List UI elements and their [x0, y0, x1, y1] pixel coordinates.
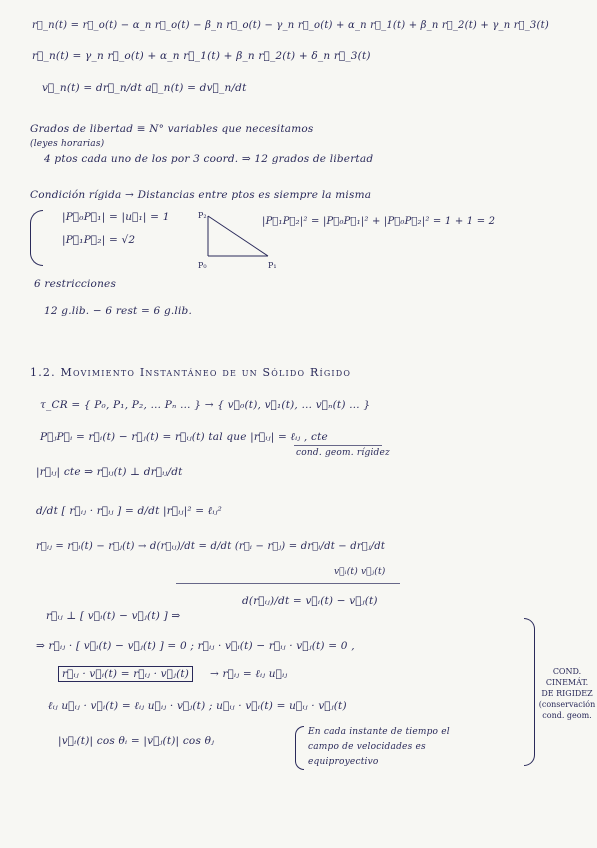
relative-velocity-result: d(r⃗ᵢⱼ)/dt = v⃗ᵢ(t) − v⃗ⱼ(t) — [242, 595, 378, 607]
remaining-degrees: 12 g.lib. − 6 rest = 6 g.lib. — [44, 305, 192, 317]
degrees-of-freedom-definition: Grados de libertad ≡ N° variables que necesitamos — [30, 123, 314, 135]
equation-position-combination: r⃗_n(t) = γ_n r⃗_o(t) + α_n r⃗_1(t) + β_n r⃗_2(t) + δ_n r⃗_3(t) — [32, 50, 371, 62]
conclusion-brace — [295, 726, 304, 770]
six-restrictions: 6 restricciones — [34, 278, 117, 290]
unit-vector-substitution: → r⃗ᵢⱼ = ℓᵢⱼ u⃗ᵢⱼ — [210, 668, 288, 680]
dot-product-zero: ⇒ r⃗ᵢⱼ · [ v⃗ᵢ(t) − v⃗ⱼ(t) ] = 0 ; r⃗ᵢⱼ · v⃗ᵢ(t) − r⃗ᵢⱼ · v⃗ⱼ(t) = 0 , — [36, 640, 355, 652]
label-p1: P₁ — [268, 261, 277, 270]
hourly-laws-note: (leyes horarias) — [30, 139, 105, 149]
relative-position-definition: P⃗ⱼP⃗ᵢ = r⃗ᵢ(t) − r⃗ⱼ(t) = r⃗ᵢⱼ(t) tal que |r⃗ᵢⱼ| = ℓᵢⱼ , cte — [40, 431, 328, 443]
conclusion-line-3: equiproyectivo — [308, 757, 379, 767]
unit-vector-equation: ℓᵢⱼ u⃗ᵢⱼ · v⃗ᵢ(t) = ℓᵢⱼ u⃗ᵢⱼ · v⃗ⱼ(t) ; u⃗ᵢⱼ · v⃗ᵢ(t) = u⃗ᵢⱼ · v⃗ⱼ(t) — [48, 700, 347, 712]
derivative-relative-position: r⃗ᵢⱼ = r⃗ᵢ(t) − r⃗ⱼ(t) → d(r⃗ᵢⱼ)/dt = d/dt (r⃗ᵢ − r⃗ⱼ) = dr⃗ᵢ/dt − dr⃗ⱼ/dt — [36, 541, 386, 552]
label-p2: P₂ — [198, 212, 207, 220]
conclusion-line-2: campo de velocidades es — [308, 742, 426, 752]
twelve-degrees-statement: 4 ptos cada uno de los por 3 coord. ⇒ 12 grados de libertad — [44, 153, 374, 165]
conclusion-line-1: En cada instante de tiempo el — [308, 727, 450, 737]
distance-p0-p1: |P⃗₀P⃗₁| = |u⃗₁| = 1 — [62, 211, 170, 223]
equation-position-expansion: r⃗_n(t) = r⃗_o(t) − α_n r⃗_o(t) − β_n r⃗_o(t) − γ_n r⃗_o(t) + α_n r⃗_1(t) + β_n r⃗_2(t) + γ_n r⃗_3(t) — [32, 20, 549, 31]
cosine-equation: |v⃗ᵢ(t)| cos θᵢ = |v⃗ⱼ(t)| cos θⱼ — [58, 735, 215, 747]
label-p0: P₀ — [198, 261, 207, 270]
kinematic-rigidity-note: COND. CINEMÁT. DE RIGIDEZ (conservación cond. geom. — [538, 667, 596, 720]
velocity-labels: v⃗ᵢ(t) v⃗ⱼ(t) — [334, 567, 386, 577]
geometric-rigidity-label: cond. geom. rígidez — [296, 448, 390, 458]
separator-curve — [176, 583, 400, 584]
section-title: 1.2. Movimiento Instantáneo de un Sólido Rígido — [30, 366, 352, 379]
rigid-condition-statement: Condición rígida → Distancias entre ptos es siempre la misma — [30, 189, 372, 201]
pythagoras-equation: |P⃗₁P⃗₂|² = |P⃗₀P⃗₁|² + |P⃗₀P⃗₂|² = 1 + 1 = 2 — [262, 216, 496, 227]
perpendicular-velocity: r⃗ᵢⱼ ⊥ [ v⃗ᵢ(t) − v⃗ⱼ(t) ] ⇒ — [46, 610, 181, 622]
perpendicular-statement: |r⃗ᵢⱼ| cte ⇒ r⃗ᵢⱼ(t) ⊥ dr⃗ᵢⱼ/dt — [36, 466, 183, 478]
boxed-equiprojective-equation: r⃗ᵢⱼ · v⃗ᵢ(t) = r⃗ᵢⱼ · v⃗ⱼ(t) — [58, 666, 193, 682]
rigid-body-mapping: τ_CR = { P₀, P₁, P₂, … Pₙ … } → { v⃗₀(t), v⃗₁(t), … v⃗ₙ(t) … } — [40, 399, 371, 411]
equation-velocity-acceleration: v⃗_n(t) = dr⃗_n/dt a⃗_n(t) = dv⃗_n/dt — [42, 82, 247, 94]
distance-p1-p2: |P⃗₁P⃗₂| = √2 — [62, 234, 136, 246]
sidebar-brace — [524, 618, 535, 766]
restrictions-brace — [30, 210, 43, 266]
underline-rigidity — [294, 445, 382, 446]
derivative-dot-product: d/dt [ r⃗ᵢⱼ · r⃗ᵢⱼ ] = d/dt |r⃗ᵢⱼ|² = ℓᵢⱼ² — [36, 505, 223, 517]
